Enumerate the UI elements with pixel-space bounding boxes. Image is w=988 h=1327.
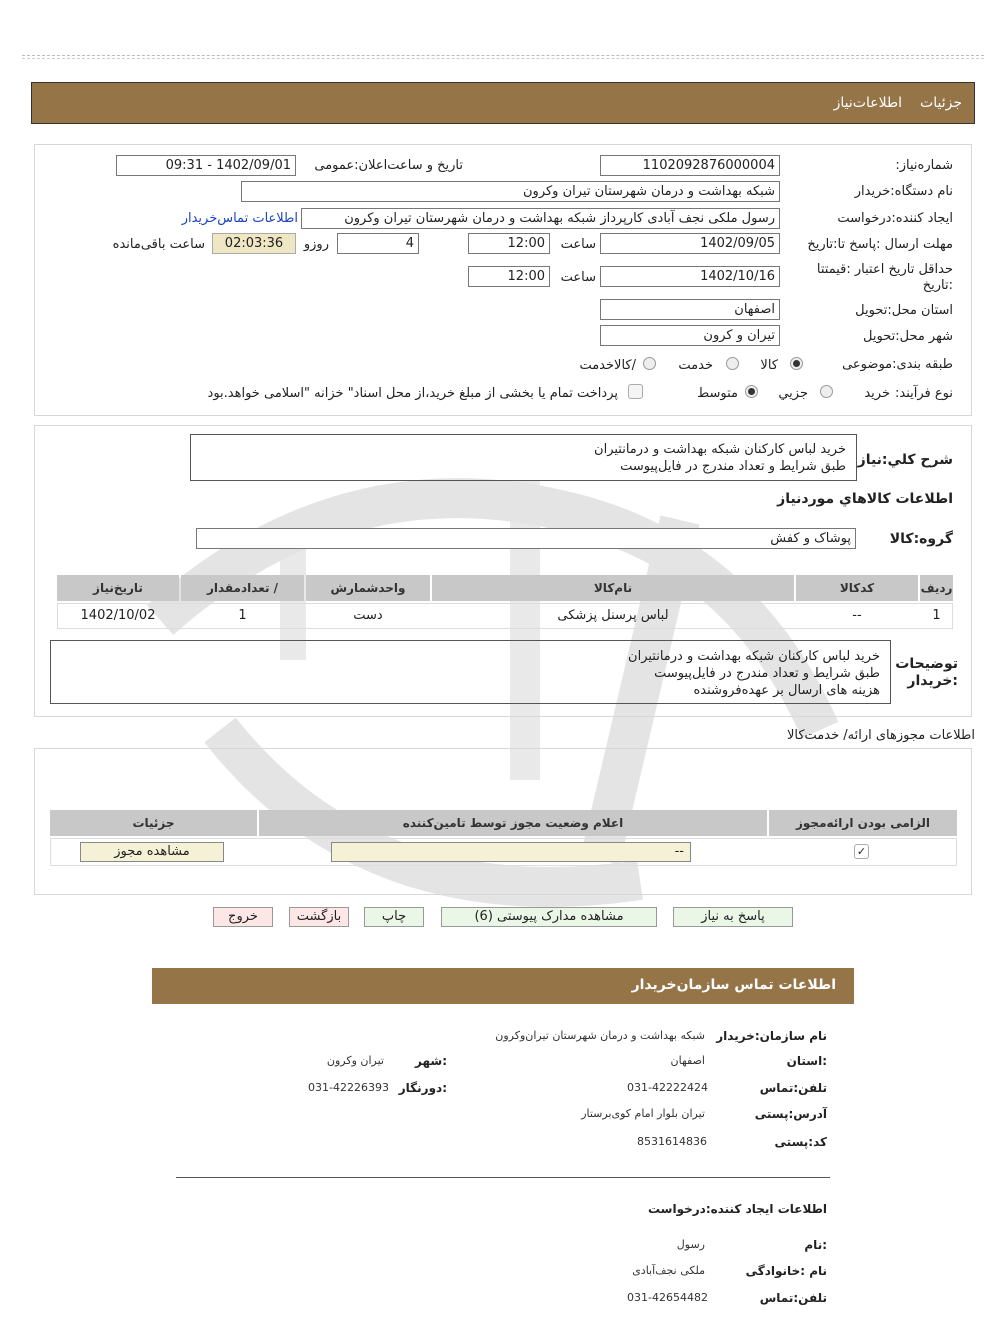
days-field: 4	[337, 233, 419, 254]
details-header	[31, 82, 975, 124]
col-header-unit: واحدشمارش	[306, 575, 430, 601]
category-service-radio[interactable]	[726, 357, 739, 370]
remaining-time-field: 02:03:36	[212, 233, 296, 254]
details-tab[interactable]: جزئیات	[920, 95, 962, 111]
process-buy-label: خرید	[864, 386, 890, 401]
contact-org-label: نام سازمان:خریدار	[716, 1029, 827, 1043]
col-header-name: نام‌کالا	[432, 575, 794, 601]
remaining-label: ساعت باقی‌مانده	[112, 237, 205, 252]
province-label: استان محل:تحویل	[855, 303, 953, 318]
col-header-date: تاریخ‌نیاز	[57, 575, 179, 601]
category-goods-radio[interactable]	[790, 357, 803, 370]
back-button[interactable]: بازگشت	[289, 907, 349, 927]
buyer-org-label: نام دستگاه:خریدار	[854, 184, 953, 199]
contact-province-value: اصفهان	[670, 1054, 705, 1067]
top-divider	[22, 55, 984, 59]
process-small-label: جزیي	[778, 386, 808, 401]
treasury-payment-note: پرداخت تمام یا بخشی از مبلغ خرید،از محل اسناد" خزانه "اسلامی خواهد.بود	[207, 386, 618, 401]
summary-label: شرح کلي:نیاز	[857, 452, 953, 468]
process-medium-radio[interactable]	[745, 385, 758, 398]
contact-header	[152, 968, 854, 1004]
city-label: شهر محل:تحویل	[863, 329, 953, 344]
buyer-org-field: شبکه بهداشت و درمان شهرستان تیران وکرون	[241, 181, 780, 202]
buyer-notes-textbox	[50, 640, 891, 704]
contact-phone-label: تلفن:تماس	[759, 1081, 827, 1095]
process-label: نوع فرآیند:	[895, 386, 953, 401]
creator-label: ایجاد کننده:درخواست	[837, 211, 953, 226]
view-license-button[interactable]: مشاهده مجوز	[80, 842, 224, 862]
city-field: تیران و کرون	[600, 325, 780, 346]
requester-phone-label: تلفن:تماس	[759, 1291, 827, 1305]
contact-org-value: شبکه بهداشت و درمان شهرستان تیران‌وکرون	[495, 1029, 705, 1042]
deadline-time-field: 12:00	[468, 233, 550, 254]
license-header-details: جزئیات	[50, 810, 257, 836]
requester-family-label: نام :خانوادگی	[745, 1264, 827, 1278]
validity-date-field: 1402/10/16	[600, 266, 780, 287]
requester-family-value: ملکی نجف‌آبادی	[632, 1264, 705, 1277]
cell-unit: دست	[353, 608, 383, 623]
requester-name-label: :نام	[804, 1238, 827, 1252]
contact-postal-label: کد:پستی	[774, 1135, 827, 1149]
contact-phone-value: 031-42222424	[627, 1081, 708, 1094]
contact-city-label: :شهر	[415, 1054, 447, 1068]
announce-field: 1402/09/01 - 09:31	[116, 155, 296, 176]
contact-province-label: :استان	[786, 1054, 827, 1068]
group-label: گروه:کالا	[889, 531, 953, 547]
contact-divider	[176, 1177, 830, 1178]
summary-textbox	[190, 434, 857, 481]
need-no-field: 1102092876000004	[600, 155, 780, 176]
contact-address-label: آدرس:پستی	[754, 1107, 827, 1121]
deadline-time-label: ساعت	[560, 237, 596, 252]
cell-qty: 1	[238, 608, 247, 623]
validity-time-field: 12:00	[468, 266, 550, 287]
category-both-radio[interactable]	[643, 357, 656, 370]
license-status-field: --	[331, 842, 691, 862]
exit-button[interactable]: خروج	[213, 907, 273, 927]
cell-date: 1402/10/02	[80, 608, 156, 623]
contact-address-value: تیران بلوار امام کوی‌برستار	[581, 1107, 705, 1120]
col-header-qty: / تعدادمقدار	[181, 575, 304, 601]
announce-label: تاریخ و ساعت‌اعلان:عمومی	[314, 158, 463, 173]
cell-code: --	[852, 608, 862, 623]
process-medium-label: متوسط	[697, 386, 738, 401]
col-header-code: کدکالا	[796, 575, 918, 601]
deadline-date-field: 1402/09/05	[600, 233, 780, 254]
view-documents-button[interactable]: مشاهده مدارک پیوستی (6)	[441, 907, 657, 927]
validity-label: حداقل تاریخ اعتبار :قیمتتا :تاریخ	[816, 262, 953, 293]
category-service-label: خدمت	[678, 358, 713, 373]
col-header-row: ردیف	[920, 575, 953, 601]
requester-phone-value: 031-42654482	[627, 1291, 708, 1304]
buyer-contact-link[interactable]: اطلاعات تماس‌خریدار	[181, 211, 298, 226]
buyer-notes-line2: طبق شرایط و تعداد مندرج در فایل‌پیوست	[654, 666, 880, 681]
deadline-label: مهلت ارسال :پاسخ تا:تاریخ	[807, 237, 953, 252]
print-button[interactable]: چاپ	[364, 907, 424, 927]
contact-fax-label: :دورنگار	[398, 1081, 447, 1095]
license-section-label: اطلاعات مجوزهای ارائه/ خدمت‌کالا	[786, 728, 975, 743]
license-required-checkbox[interactable]: ✓	[854, 844, 869, 859]
group-field: پوشاک و کفش	[196, 528, 856, 549]
creator-field: رسول ملکی نجف آبادی کارپرداز شبکه بهداشت و درمان شهرستان تیران وکرون	[301, 208, 780, 229]
summary-line2: طبق شرایط و تعداد مندرج در فایل‌پیوست	[620, 459, 846, 474]
province-field: اصفهان	[600, 299, 780, 320]
reply-button[interactable]: پاسخ به نیاز	[673, 907, 793, 927]
category-label: طبقه بندی:موضوعی	[842, 357, 953, 372]
goods-info-heading: اطلاعات کالاهاي موردنیاز	[777, 491, 953, 507]
cell-name: لباس پرسنل پزشکی	[557, 608, 669, 623]
requester-title: اطلاعات ایجاد کننده:درخواست	[647, 1202, 827, 1216]
cell-row-no: 1	[932, 608, 941, 623]
buyer-notes-line3: هزینه های ارسال بر عهده‌فروشنده	[693, 683, 880, 698]
treasury-payment-checkbox[interactable]	[628, 384, 643, 399]
need-no-label: شماره‌نیاز:	[895, 158, 953, 173]
buyer-notes-label: توضیحات :خریدار	[895, 656, 958, 689]
days-label: روزو	[303, 237, 329, 252]
contact-city-value: تیران وکرون	[326, 1054, 384, 1067]
validity-time-label: ساعت	[560, 270, 596, 285]
contact-postal-value: 8531614836	[637, 1135, 707, 1148]
contact-fax-value: 031-42226393	[308, 1081, 389, 1094]
category-goods-label: کالا	[760, 358, 778, 373]
header-title: اطلاعات‌نیاز	[833, 95, 902, 111]
requester-name-value: رسول	[676, 1238, 705, 1251]
buyer-notes-line1: خرید لباس کارکنان شبکه بهداشت و درمانتیران	[628, 649, 880, 664]
summary-line1: خرید لباس کارکنان شبکه بهداشت و درمانتیران	[594, 442, 846, 457]
license-header-required: الزامی بودن ارائه‌مجوز	[769, 810, 957, 836]
license-header-status: اعلام وضعیت مجوز توسط تامین‌کننده	[259, 810, 767, 836]
category-both-label: /کالاخدمت	[579, 358, 636, 373]
process-small-radio[interactable]	[820, 385, 833, 398]
contact-title: اطلاعات تماس سازمان‌خریدار	[631, 977, 836, 993]
